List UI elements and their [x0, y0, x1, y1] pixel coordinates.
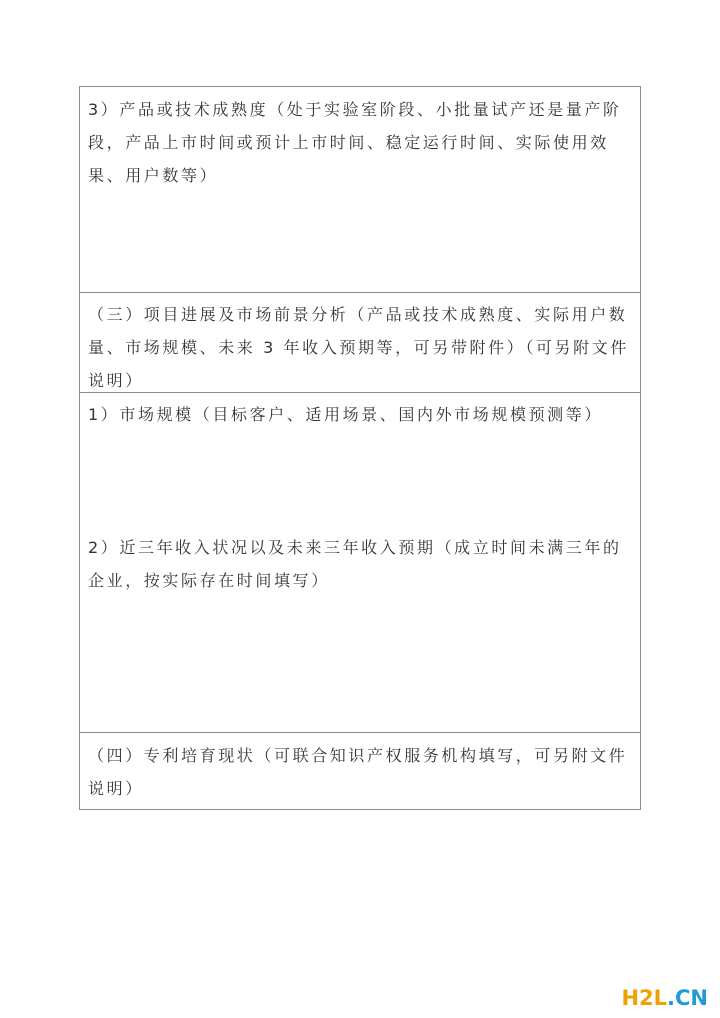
watermark-part-b: .CN: [667, 986, 708, 1010]
technology-maturity-prompt: 3）产品或技术成熟度（处于实验室阶段、小批量试产还是量产阶段，产品上市时间或预计上市时间、稳定运行时间、实际使用效果、用户数等）: [88, 100, 622, 185]
form-row-patent-status: [80, 732, 640, 809]
patent-status-heading: （四）专利培育现状（可联合知识产权服务机构填写，可另附文件说明）: [88, 746, 628, 798]
revenue-expectation-prompt: 2）近三年收入状况以及未来三年收入预期（成立时间未满三年的企业，按实际存在时间填写）: [88, 538, 622, 590]
market-prospect-heading: （三）项目进展及市场前景分析（产品或技术成熟度、实际用户数量、市场规模、未来 3 年收入预期等，可另带附件）（可另附文件说明）: [88, 305, 629, 390]
application-form-table: [79, 86, 641, 810]
form-row-market-and-revenue: [80, 392, 640, 732]
watermark-part-a: H2L: [621, 986, 668, 1010]
form-row-technology-maturity: [80, 87, 640, 292]
market-scale-prompt: 1）市场规模（目标客户、适用场景、国内外市场规模预测等）: [88, 405, 603, 424]
site-watermark-logo: [621, 986, 708, 1010]
form-row-market-prospect-heading: [80, 292, 640, 392]
